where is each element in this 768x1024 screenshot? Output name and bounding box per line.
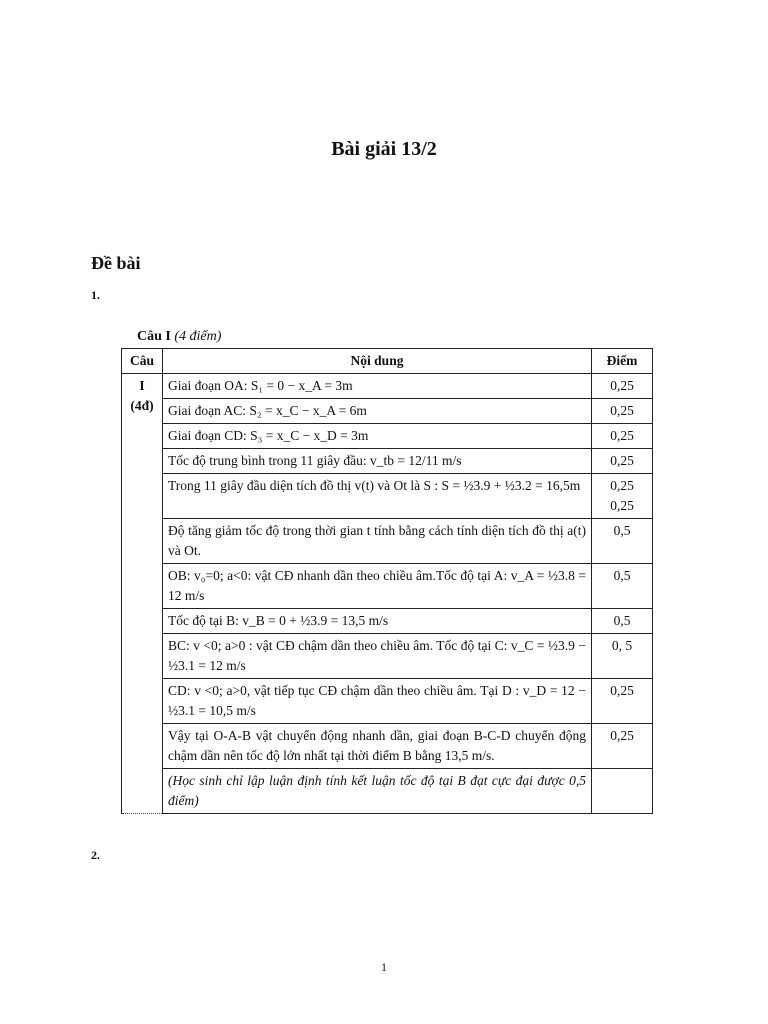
header-cau: Câu [122,349,163,374]
table-row [122,474,653,519]
row-score: 0,5 [592,609,653,634]
row-content: CD: v <0; a>0, vật tiếp tục CĐ chậm dần theo chiều âm. Tại D : v_D = 12 − ½3.1 = 10,5 m/s [163,679,592,724]
table-row [122,679,653,724]
row-score: 0,25 [592,724,653,769]
row-content: Vậy tại O-A-B vật chuyển động nhanh dần, giai đoạn B-C-D chuyển động chậm dần nên tốc độ lớn nhất tại thời điểm B bằng 13,5 m/s. [163,724,592,769]
table-row [122,634,653,679]
row-content: Độ tăng giảm tốc độ trong thời gian t tính bằng cách tính diện tích đồ thị a(t) và Ot. [163,519,592,564]
table-row [122,519,653,564]
row-content: Trong 11 giây đầu diện tích đồ thị v(t) và Ot là S : S = ½3.9 + ½3.2 = 16,5m [163,474,592,519]
row-score: 0,5 [592,519,653,564]
question-cell [122,374,163,814]
table-row [122,609,653,634]
table-row [122,424,653,449]
row-content-note: (Học sinh chỉ lập luận định tính kết luận tốc độ tại B đạt cực đại được 0,5 điểm) [163,769,592,814]
table-row [122,564,653,609]
table-row [122,449,653,474]
item-number-2: 2. [91,848,100,862]
row-score: 0,25 [592,399,653,424]
row-score [592,769,653,814]
table-row [122,724,653,769]
header-diem: Điểm [592,349,653,374]
page-title: Bài giải 13/2 [331,138,437,160]
score-table [121,348,653,814]
page-number: 1 [381,960,387,974]
question-label: I [139,378,145,393]
row-score: 0,25 [592,449,653,474]
row-score: 0,5 [592,564,653,609]
row-content: Giai đoạn CD: S₃ = x_C − x_D = 3m [163,424,592,449]
table-header-row [122,349,653,374]
row-content: Giai đoạn AC: S₂ = x_C − x_A = 6m [163,399,592,424]
table-caption [137,329,221,345]
caption-label: Câu I [137,329,171,344]
row-score: 0, 5 [592,634,653,679]
row-score: 0,25 [592,374,653,399]
table-row [122,399,653,424]
header-noi-dung: Nội dung [163,349,592,374]
caption-points: (4 điểm) [174,329,222,344]
row-content: Giai đoạn OA: S₁ = 0 − x_A = 3m [163,374,592,399]
section-heading: Đề bài [91,253,141,273]
row-score: 0,25 [592,679,653,724]
row-content: OB: v₀=0; a<0: vật CĐ nhanh dần theo chiều âm.Tốc độ tại A: v_A = ½3.8 = 12 m/s [163,564,592,609]
row-score: 0,25 0,25 [592,474,653,519]
question-points: (4đ) [130,398,154,413]
item-number-1: 1. [91,288,100,302]
table-row [122,769,653,814]
row-content: BC: v <0; a>0 : vật CĐ chậm dần theo chiều âm. Tốc độ tại C: v_C = ½3.9 − ½3.1 = 12 m/s [163,634,592,679]
row-content: Tốc độ tại B: v_B = 0 + ½3.9 = 13,5 m/s [163,609,592,634]
table-row [122,374,653,399]
row-score: 0,25 [592,424,653,449]
row-content: Tốc độ trung bình trong 11 giây đầu: v_tb = 12/11 m/s [163,449,592,474]
